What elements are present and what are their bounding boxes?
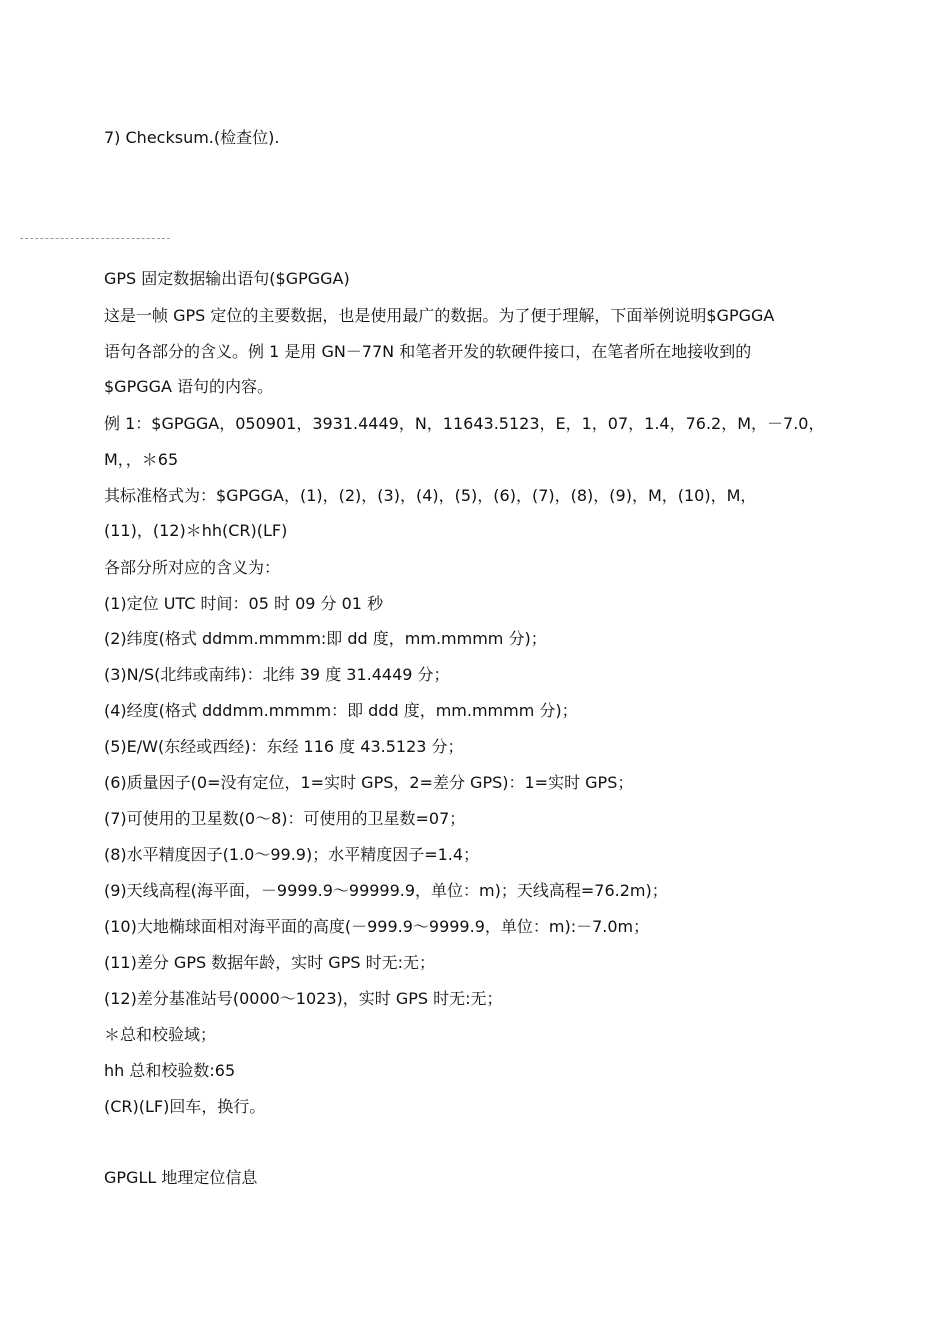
field-line: (3)N/S(北纬或南纬)：北纬 39 度 31.4449 分； bbox=[104, 665, 450, 684]
field-line: (8)水平精度因子(1.0～99.9)；水平精度因子=1.4； bbox=[104, 845, 480, 864]
field-line: (11)差分 GPS 数据年龄，实时 GPS 时无:无； bbox=[104, 953, 435, 972]
example-line: M，，＊65 bbox=[104, 450, 179, 469]
field-line: (CR)(LF)回车，换行。 bbox=[104, 1097, 266, 1116]
field-line: (12)差分基准站号(0000～1023)，实时 GPS 时无:无； bbox=[104, 989, 503, 1008]
field-line: (4)经度(格式 dddmm.mmmm：即 ddd 度，mm.mmmm 分)； bbox=[104, 701, 578, 720]
format-line: 其标准格式为：$GPGGA，(1)，(2)，(3)，(4)，(5)，(6)，(7)，(8)，(9)，M，(10)，M， bbox=[104, 486, 757, 505]
field-line: (7)可使用的卫星数(0～8)：可使用的卫星数=07； bbox=[104, 809, 466, 828]
field-line: ＊总和校验域； bbox=[104, 1025, 217, 1044]
intro-line: $GPGGA 语句的内容。 bbox=[104, 377, 274, 396]
field-line: (2)纬度(格式 ddmm.mmmm:即 dd 度，mm.mmmm 分)； bbox=[104, 629, 547, 648]
intro-line: 语句各部分的含义。例 1 是用 GN－77N 和笔者开发的软硬件接口，在笔者所在地接收到的 bbox=[104, 342, 752, 361]
field-line: (1)定位 UTC 时间：05 时 09 分 01 秒 bbox=[104, 594, 384, 613]
section-title-gpgll: GPGLL 地理定位信息 bbox=[104, 1168, 258, 1187]
checksum-line: 7) Checksum.(检查位). bbox=[104, 128, 280, 147]
field-line: (5)E/W(东经或西经)：东经 116 度 43.5123 分； bbox=[104, 737, 464, 756]
example-line: 例 1：$GPGGA，050901，3931.4449，N，11643.5123，E，1，07，1.4，76.2，M，－7.0， bbox=[104, 414, 825, 433]
field-line: (9)天线高程(海平面，－9999.9～99999.9，单位：m)；天线高程=76.2m)； bbox=[104, 881, 668, 900]
format-line: (11)，(12)＊hh(CR)(LF) bbox=[104, 521, 288, 540]
field-line: hh 总和校验数:65 bbox=[104, 1061, 236, 1080]
intro-line: 这是一帧 GPS 定位的主要数据，也是使用最广的数据。为了便于理解，下面举例说明$GPGGA bbox=[104, 306, 775, 325]
meaning-heading: 各部分所对应的含义为： bbox=[104, 558, 281, 577]
section-divider bbox=[20, 238, 170, 239]
field-line: (6)质量因子(0=没有定位，1=实时 GPS，2=差分 GPS)：1=实时 GPS； bbox=[104, 773, 634, 792]
field-line: (10)大地椭球面相对海平面的高度(－999.9～9999.9，单位：m):－7.0m； bbox=[104, 917, 650, 936]
section-title-gpgga: GPS 固定数据输出语句($GPGGA) bbox=[104, 269, 350, 288]
